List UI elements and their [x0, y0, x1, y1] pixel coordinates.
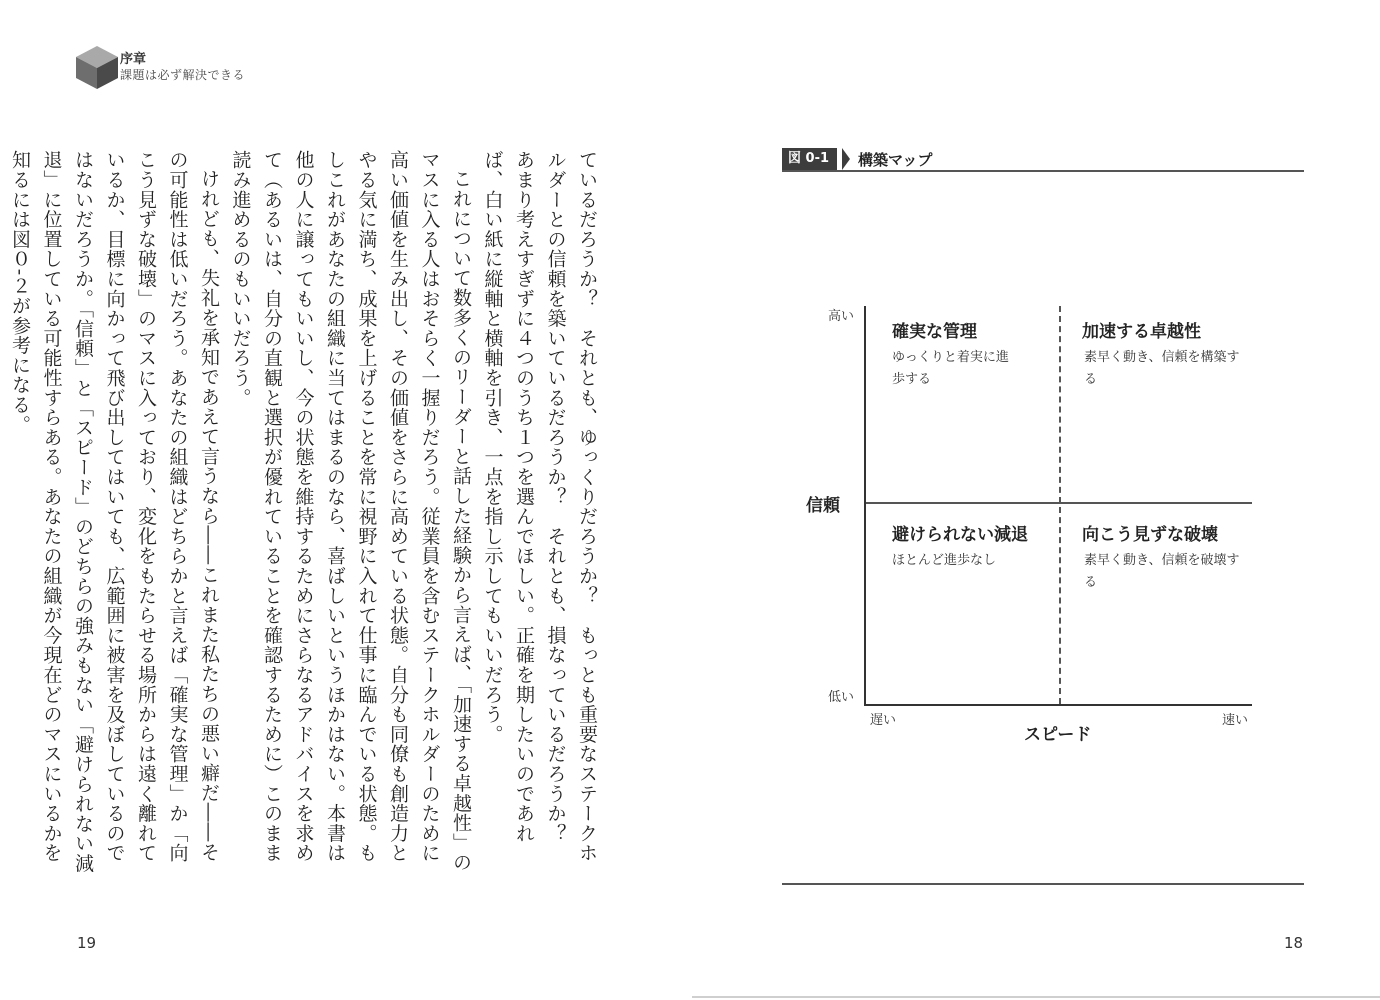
chapter-label: 序章: [120, 52, 147, 67]
body-paragraph: これについて数多くのリーダーと話した経験から言えば、「加速する卓越性」のマスに入る人はおそらく一握りだろう。従業員を含むステークホルダーのために高い価値を生み出し、その価値をさらに高めている状態。自分も同僚も創造力とやる気に満ち、成果を上げることを常に視野に入れて仕事に臨んでいる状態。もしこれがあなたの組織に当てはまるのなら、喜ばしいというほかはない。本書は他の人に譲ってもいいし、今の状態を維持するためにさらなるアドバイスを求めて（あるいは、自分の直観と選択が優れていることを確認するために）このまま読み進めるのもいいだろう。: [229, 150, 472, 873]
body-text: [9, 150, 602, 880]
x-axis-title: スピード: [1024, 725, 1092, 745]
y-axis-low-label: 低い: [828, 690, 855, 705]
quadrant-bottom-left-desc: ほとんど進歩なし: [892, 553, 997, 568]
quadrant-bottom-right-title: 向こう見ずな破壊: [1082, 525, 1218, 545]
cube-icon: [74, 44, 120, 90]
figure-bottom-rule: [782, 883, 1304, 885]
quadrant-bottom-right-desc: 素早く動き、信頼を破壊する: [1084, 553, 1240, 590]
quadrant-top-left-title: 確実な管理: [892, 322, 977, 342]
quadrant-top-right-title: 加速する卓越性: [1082, 322, 1201, 342]
chapter-title: 課題は必ず解決できる: [120, 68, 246, 82]
vertical-divider: [1059, 306, 1061, 704]
x-axis-low-label: 遅い: [870, 713, 897, 728]
figure-tag: 図 0-1: [782, 148, 837, 170]
figure-title: 構築マップ: [858, 151, 933, 169]
page-number: 19: [77, 934, 97, 952]
page-edge: [692, 996, 1380, 998]
quadrant-bottom-left-title: 避けられない減退: [892, 525, 1028, 545]
quadrant-chart: [690, 0, 1380, 1000]
right-page: [690, 0, 1380, 1000]
quadrant-top-right-desc: 素早く動き、信頼を構築する: [1084, 350, 1240, 387]
quadrant-top-left-desc: ゆっくりと着実に進歩する: [892, 350, 1009, 387]
body-paragraph: けれども、失礼を承知であえて言うなら――これまた私たちの悪い癖だ――その可能性は低いだろう。あなたの組織はどちらかと言えば「確実な管理」か「向こう見ずな破壊」のマスに入っており、変化をもたらせる場所からは遠く離れているか、目標に向かって飛び出してはいても、広範囲に被害を及ぼしているのではないだろうか。「信頼」と「スピード」のどちらの強みもない「避けられない減退」に位置している可能性すらある。あなたの組織が今現在どのマスにいるかを知るには図０-２が参考になる。: [9, 150, 220, 874]
page-number: 18: [1284, 934, 1304, 952]
y-axis-high-label: 高い: [828, 309, 855, 324]
y-axis-title: 信頼: [806, 496, 840, 516]
body-paragraph: ているだろうか？ それとも、ゆっくりだろうか？ もっとも重要なステークホルダーとの信頼を築いているだろうか？ それとも、損なっているだろうか？ あまり考えすぎずに４つのうち１つを選んでほしい。正確を期したいのであれば、白い紙に縦軸と横軸を引き、一点を指し示してもいいだろう。: [481, 150, 598, 863]
x-axis-line: [864, 704, 1252, 706]
x-axis-high-label: 速い: [1222, 713, 1249, 728]
y-axis-line: [864, 306, 866, 706]
